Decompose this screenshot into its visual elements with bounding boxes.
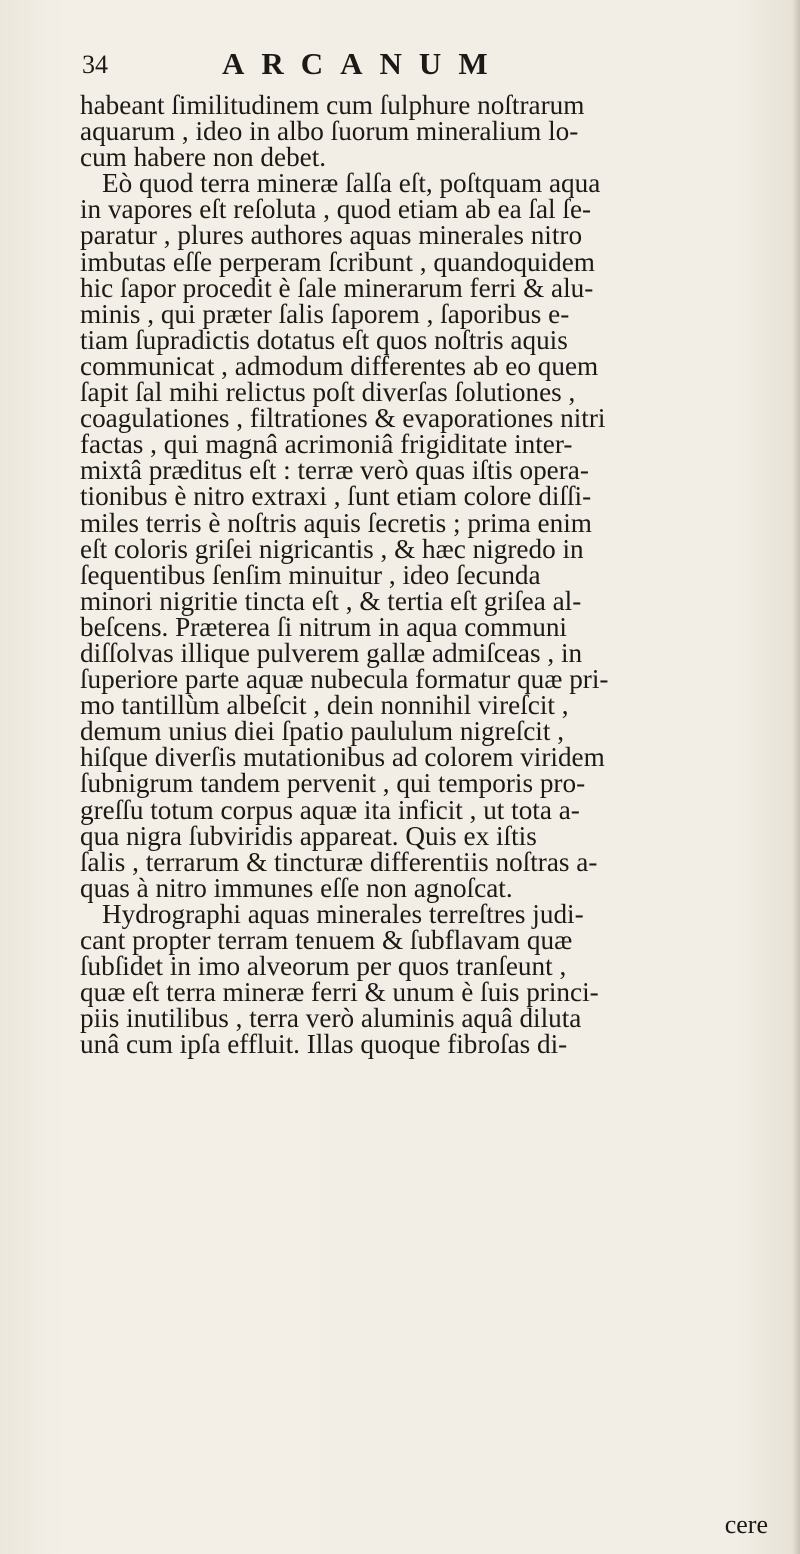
text-line: imbutas eſſe perperam ſcribunt , quandoquidem — [80, 246, 595, 277]
text-line: beſcens. Præterea ſi nitrum in aqua communi — [80, 611, 567, 642]
text-line: coagulationes , filtrationes & evaporationes nitri — [80, 403, 606, 434]
page-number: 34 — [82, 50, 108, 79]
text-line: ſuperiore parte aquæ nubecula formatur quæ pri- — [80, 664, 609, 695]
text-line: ſubnigrum tandem pervenit , qui temporis pro- — [80, 768, 586, 799]
text-line: minis , qui præter ſalis ſaporem , ſaporibus e- — [80, 298, 570, 329]
catchword: cere — [724, 1510, 768, 1539]
text-line: miles terris è noſtris aquis ſecretis ; prima enim — [80, 507, 592, 538]
text-line: diſſolvas illique pulverem gallæ admiſceas , in — [80, 637, 583, 668]
page-edge-shadow — [792, 0, 800, 1554]
text-line: cum habere non debet. — [80, 142, 327, 173]
text-line: aquarum , ideo in albo ſuorum mineralium lo- — [80, 116, 579, 147]
text-line: paratur , plures authores aquas minerales nitro — [80, 220, 583, 251]
text-line: unâ cum ipſa effluit. Illas quoque fibroſas di- — [80, 1029, 568, 1060]
text-line: hic ſapor procedit è ſale minerarum ferri & alu- — [80, 272, 594, 303]
text-line: quas à nitro immunes eſſe non agnoſcat. — [80, 872, 513, 903]
text-line: qua nigra ſubviridis appareat. Quis ex iſtis — [80, 820, 537, 851]
text-line: in vapores eſt reſoluta , quod etiam ab ea ſal ſe- — [80, 194, 592, 225]
running-head: ARCANUM — [222, 46, 505, 81]
text-line: ſequentibus ſenſim minuitur , ideo ſecunda — [80, 559, 541, 590]
text-line: ſubſidet in imo alveorum per quos tranſeunt , — [80, 951, 567, 982]
text-line: habeant ſimilitudinem cum ſulphure noſtrarum — [80, 90, 585, 120]
text-line: cant propter terram tenuem & ſubflavam quæ — [80, 925, 573, 955]
text-line: Hydrographi aquas minerales terreſtres judi- — [102, 898, 584, 929]
text-line: minori nigritie tincta eſt , & tertia eſt griſea al- — [80, 585, 582, 616]
body-text — [80, 90, 780, 1060]
text-line: communicat , admodum differentes ab eo quem — [80, 350, 599, 381]
text-line: tionibus è nitro extraxi , ſunt etiam colore diſſi- — [80, 481, 592, 512]
page-header — [80, 46, 720, 86]
text-line: factas , qui magnâ acrimoniâ frigiditate inter- — [80, 429, 573, 460]
text-line: mixtâ præditus eſt : terræ verò quas iſtis opera- — [80, 455, 589, 486]
text-line: greſſu totum corpus aquæ ita inficit , ut tota a- — [80, 794, 580, 825]
text-line: ſapit ſal mihi relictus poſt diverſas ſolutiones , — [80, 377, 576, 408]
text-line: quæ eſt terra mineræ ferri & unum è ſuis princi- — [80, 977, 599, 1008]
text-line: demum unius diei ſpatio paululum nigreſcit , — [80, 716, 565, 747]
text-line: mo tantillùm albeſcit , dein nonnihil vireſcit , — [80, 690, 569, 721]
text-line: eſt coloris griſei nigricantis , & hæc nigredo in — [80, 533, 584, 564]
text-line: hiſque diverſis mutationibus ad colorem viridem — [80, 742, 605, 773]
text-line: piis inutilibus , terra verò aluminis aquâ diluta — [80, 1003, 582, 1034]
text-line: ſalis , terrarum & tincturæ differentiis noſtras a- — [80, 846, 598, 877]
text-line: tiam ſupradictis dotatus eſt quos noſtris aquis — [80, 324, 568, 355]
text-line: Eò quod terra mineræ ſalſa eſt, poſtquam aqua — [102, 168, 601, 199]
